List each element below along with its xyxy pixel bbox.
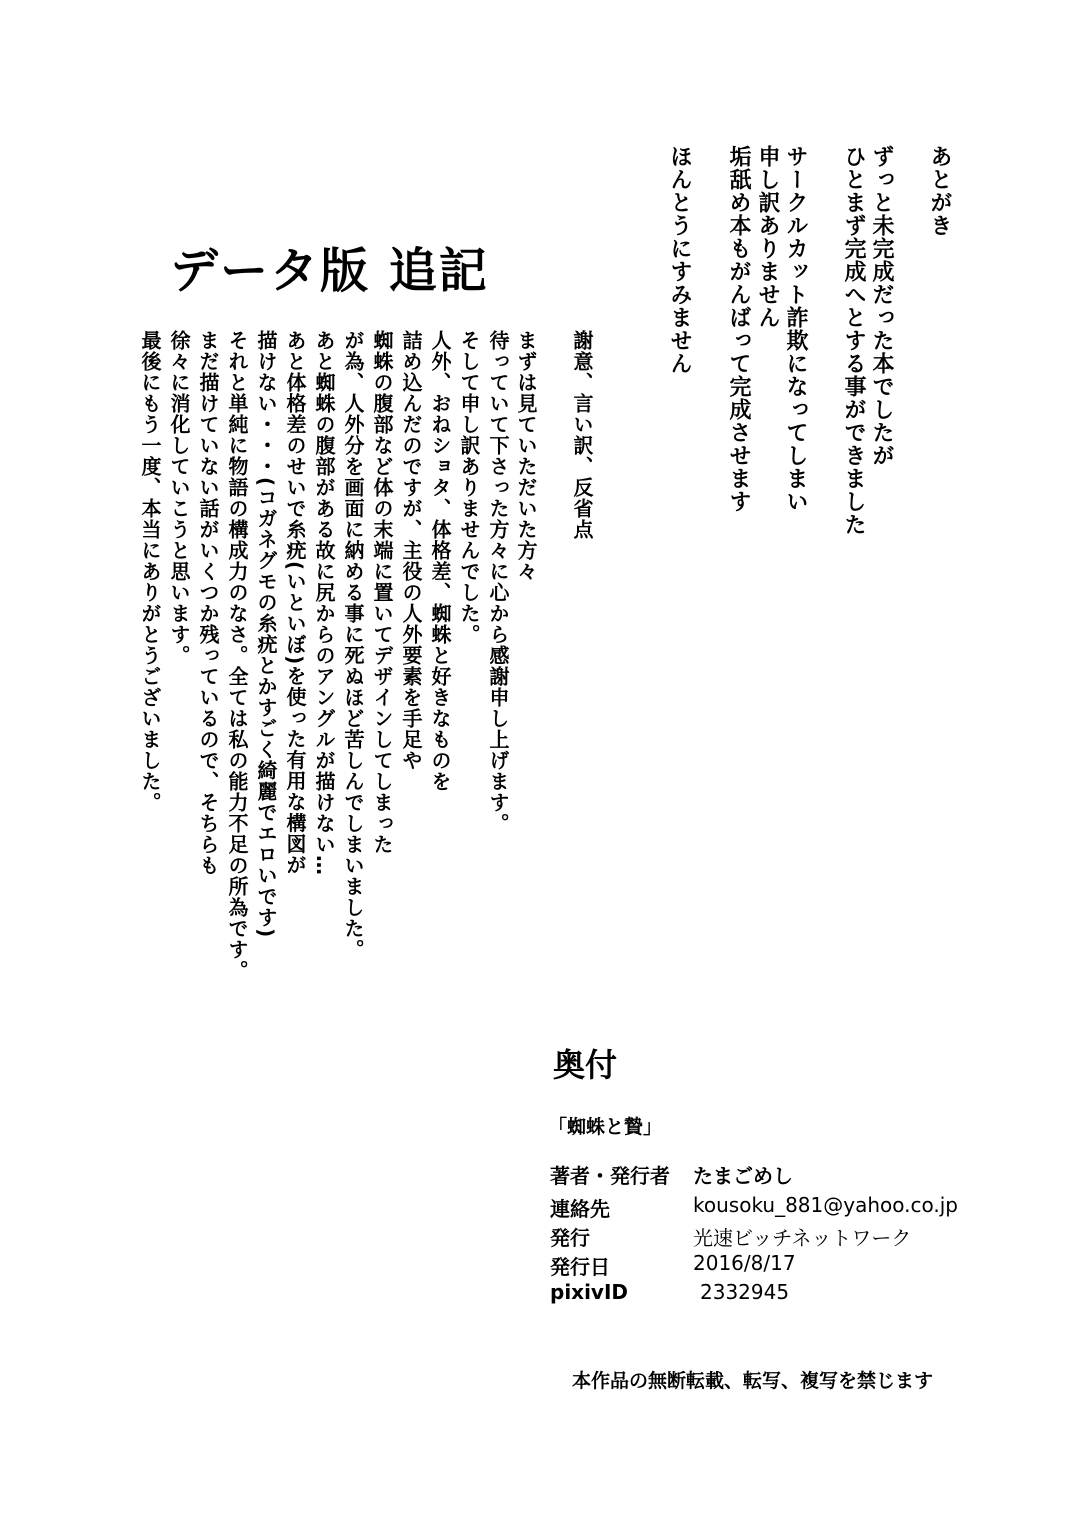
colophon-value: kousoku_881@yahoo.co.jp xyxy=(693,1193,958,1217)
colophon-row-publisher xyxy=(550,1222,912,1251)
colophon-label: 発行 xyxy=(550,1226,590,1250)
note-line-3: そして申し訳ありませんでした。 xyxy=(457,330,481,645)
note-line-9: あと体格差のせいで糸疣(いといぼ)を使った有用な構図が xyxy=(283,330,307,876)
note-line-12: まだ描けていない話がいくつか残っているので、そちらも xyxy=(196,330,220,876)
colophon-row-contact xyxy=(550,1193,958,1222)
note-line-5: 詰め込んだのですが、主役の人外要素を手足や xyxy=(399,330,423,771)
colophon-value: 2016/8/17 xyxy=(693,1251,796,1275)
afterword-line-4: 申し訳ありません xyxy=(755,145,780,329)
colophon-heading: 奥付 xyxy=(553,1046,618,1084)
afterword-line-3: サークルカット詐欺になってしまい xyxy=(783,145,808,513)
note-line-1: まずは見ていただいた方々 xyxy=(514,330,538,582)
colophon-value: 光速ビッチネットワーク xyxy=(693,1226,912,1250)
colophon-row-author xyxy=(550,1160,793,1189)
note-line-6: 蜘蛛の腹部など体の末端に置いてデザインしてしまった xyxy=(370,330,394,855)
note-line-14: 最後にもう一度、本当にありがとうございました。 xyxy=(138,330,162,813)
afterword-line-2: ひとまず完成へとする事ができました xyxy=(841,145,866,536)
note-line-11: それと単純に物語の構成力のなさ。全ては私の能力不足の所為です。 xyxy=(225,330,249,981)
colophon-value: 2332945 xyxy=(700,1280,790,1304)
colophon-row-date xyxy=(550,1251,796,1280)
note-line-7: が為、人外分を画面に納める事に死ぬほど苦しんでしまいました。 xyxy=(341,330,365,960)
note-line-10: 描けない・・・(コガネグモの糸疣とかすごく綺麗でエロいです) xyxy=(254,330,278,939)
copyright-notice: 本作品の無断転載、転写、複写を禁じます xyxy=(572,1370,934,1392)
colophon-value: たまごめし xyxy=(693,1164,793,1188)
digital-note-subheading: 謝意、言い訳、反省点 xyxy=(570,330,594,540)
colophon-label: 連絡先 xyxy=(550,1197,610,1221)
colophon-label: 著者・発行者 xyxy=(550,1164,670,1188)
colophon-label: 発行日 xyxy=(550,1255,610,1279)
note-line-13: 徐々に消化していこうと思います。 xyxy=(167,330,191,666)
colophon-row-pixiv xyxy=(550,1280,790,1304)
afterword-line-6: ほんとうにすみません xyxy=(667,145,692,375)
afterword-heading: あとがき xyxy=(927,145,952,237)
colophon-label: pixivID xyxy=(550,1280,629,1304)
work-title: 「蜘蛛と贄」 xyxy=(548,1116,663,1138)
note-line-8: あと蜘蛛の腹部がある故に尻からのアングルが描けない… xyxy=(312,330,336,876)
afterword-line-5: 垢舐め本もがんばって完成させます xyxy=(726,145,751,513)
note-line-2: 待っていて下さった方々に心から感謝申し上げます。 xyxy=(486,330,510,834)
note-line-4: 人外、おねショタ、体格差、蜘蛛と好きなものを xyxy=(428,330,452,792)
digital-note-title: データ版 追記 xyxy=(170,243,489,299)
afterword-line-1: ずっと未完成だった本でしたが xyxy=(869,145,894,467)
